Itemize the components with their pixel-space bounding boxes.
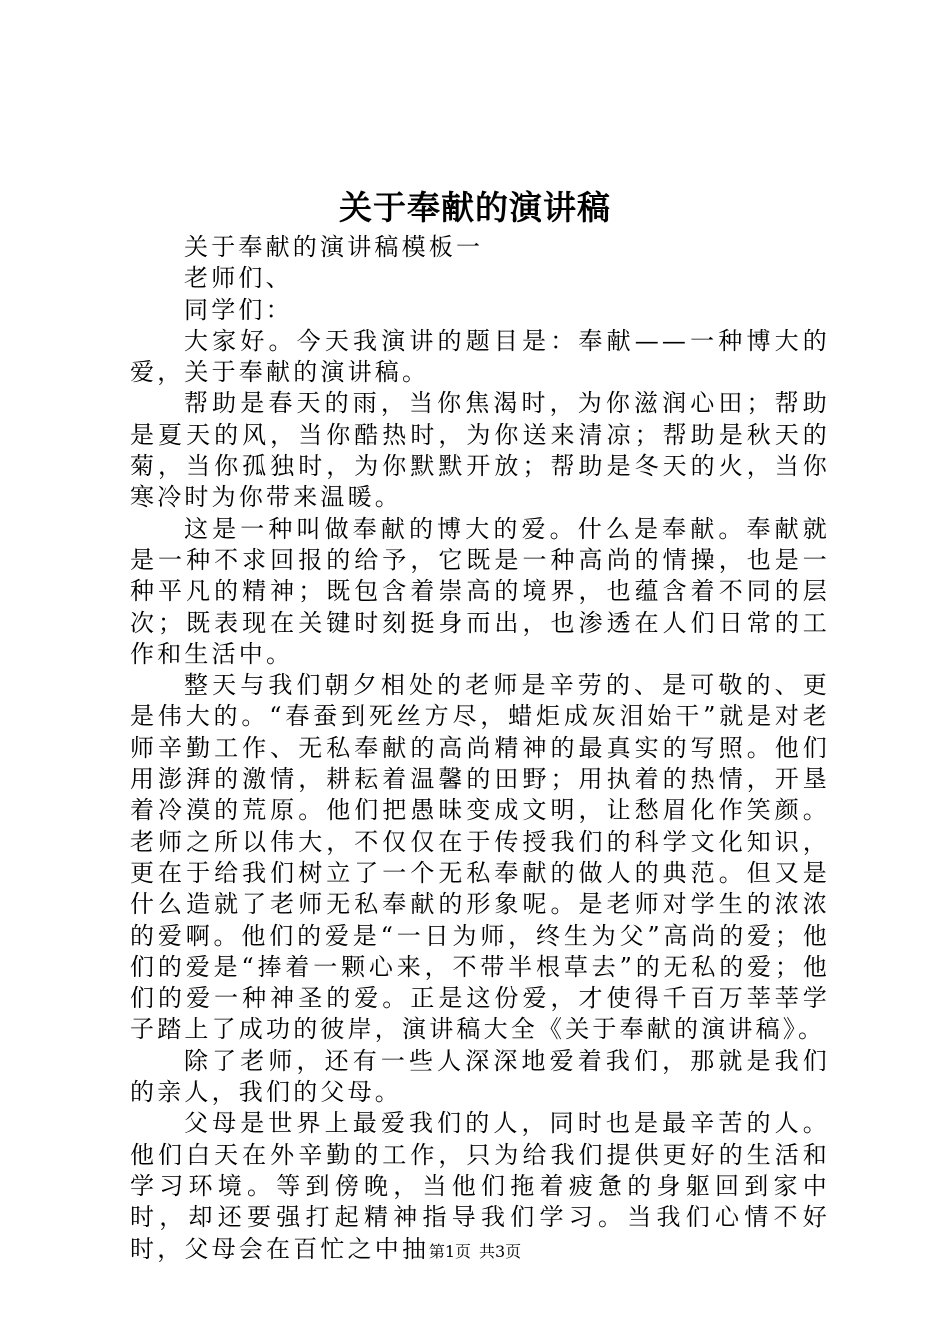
document-body: [130, 232, 830, 1265]
paragraph: 这是一种叫做奉献的博大的爱。什么是奉献。奉献就是一种不求回报的给予，它既是一种高尚的情操，也是一种平凡的精神；既包含着崇高的境界，也蕴含着不同的层次；既表现在关键时刻挺身而出，也渗透在人们日常的工作和生活中。: [130, 514, 830, 668]
paragraph: 整天与我们朝夕相处的老师是辛劳的、是可敬的、更是伟大的。“春蚕到死丝方尽，蜡炬成灰泪始干”就是对老师辛勤工作、无私奉献的高尚精神的最真实的写照。他们用澎湃的激情，耕耘着温馨的田野；用执着的热情，开垦着冷漠的荒原。他们把愚昧变成文明，让愁眉化作笑颜。老师之所以伟大，不仅仅在于传授我们的科学文化知识，更在于给我们树立了一个无私奉献的做人的典范。但又是什么造就了老师无私奉献的形象呢。是老师对学生的浓浓的爱啊。他们的爱是“一日为师，终生为父”高尚的爱；他们的爱是“捧着一颗心来，不带半根草去”的无私的爱；他们的爱一种神圣的爱。正是这份爱，才使得千百万莘莘学子踏上了成功的彼岸，演讲稿大全《关于奉献的演讲稿》。: [130, 671, 830, 1044]
paragraph: 老师们、: [184, 264, 293, 293]
page-footer: [0, 1241, 950, 1263]
document-title: 关于奉献的演讲稿: [339, 188, 611, 227]
paragraph: 父母是世界上最爱我们的人，同时也是最辛苦的人。他们白天在外辛勤的工作，只为给我们提供更好的生活和学习环境。等到傍晚，当他们拖着疲惫的身躯回到家中时，却还要强打起精神指导我们学习。当我们心情不好时，父母会在百忙之中抽: [130, 1109, 830, 1263]
page-number: 第1页: [428, 1242, 471, 1261]
paragraph: 帮助是春天的雨，当你焦渴时，为你滋润心田；帮助是夏天的风，当你酷热时，为你送来清凉；帮助是秋天的菊，当你孤独时，为你默默开放；帮助是冬天的火，当你寒冷时为你带来温暖。: [130, 389, 830, 512]
paragraph: 除了老师，还有一些人深深地爱着我们，那就是我们的亲人，我们的父母。: [130, 1046, 830, 1107]
paragraph: 大家好。今天我演讲的题目是：奉献——一种博大的爱，关于奉献的演讲稿。: [130, 326, 830, 387]
paragraph: 关于奉献的演讲稿模板一: [184, 233, 484, 261]
page-total: 共3页: [479, 1242, 522, 1261]
paragraph: 同学们：: [184, 295, 293, 324]
